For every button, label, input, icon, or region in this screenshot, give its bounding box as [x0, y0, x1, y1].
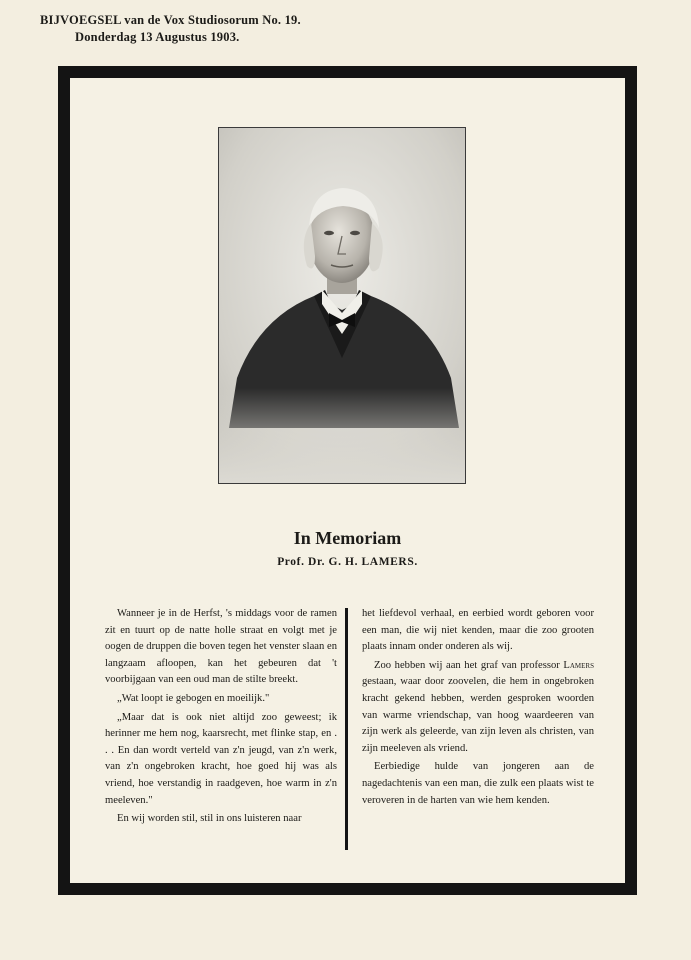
portrait-photo: [218, 127, 466, 484]
paragraph: het liefdevol verhaal, en eerbied wordt geboren voor een man, die wij niet kenden, maar die zoo grooten plaats innam onder onderen als wij.: [362, 608, 594, 653]
column-divider: [345, 608, 348, 850]
left-text-column: [105, 606, 337, 830]
text-span: gestaan, waar door zoovelen, die hem in ongebroken kracht gekend hebben, werden gesproken woorden van warme vriendschap, van hoog waardeeren van zijn werk als geleerde, van zijn leven als christen, van zijn meeleven als vriend.: [362, 676, 594, 754]
memorial-frame: [58, 66, 637, 895]
text-span: Zoo hebben wij aan het graf van professor: [374, 659, 564, 671]
paragraph: Eerbiedige hulde van jongeren aan de nagedachtenis van een man, die zulk een plaats wist te veroveren in de harten van wie hem kenden.: [362, 761, 594, 806]
professor-name: Lamers: [563, 659, 594, 671]
paragraph: „Wat loopt ie gebogen en moeilijk.": [117, 692, 270, 704]
paragraph: [362, 658, 594, 758]
masthead-line-1: BIJVOEGSEL van de Vox Studiosorum No. 19.: [40, 13, 301, 27]
paragraph: „Maar dat is ook niet altijd zoo geweest; ik herinner me hem nog, kaarsrecht, met flinke stap, en . . . En dan wordt verteld van z'n jeugd, van z'n werk, van z'n ongebroken kracht, hoe goed hij was als vriend, hoe verstandig in raadgeven, hoe warm in z'n meeleven.": [105, 711, 337, 806]
masthead-line-2: Donderdag 13 Augustus 1903.: [75, 30, 240, 44]
portrait-illustration: [219, 128, 465, 483]
memorial-title: In Memoriam: [293, 528, 402, 548]
memorial-subtitle: Prof. Dr. G. H. LAMERS.: [277, 556, 418, 568]
right-text-column: [362, 606, 594, 811]
paragraph: En wij worden stil, stil in ons luisteren naar: [117, 813, 302, 825]
paragraph: Wanneer je in de Herfst, 's middags voor de ramen zit en tuurt op de natte holle straat en volgt met je oogen de druppen die boven tegen het venster slaan en langzaam afloopen, kan het gebeuren dat 't voorbijgaan van een oud man de stilte breekt.: [105, 608, 337, 686]
masthead: [40, 12, 301, 46]
